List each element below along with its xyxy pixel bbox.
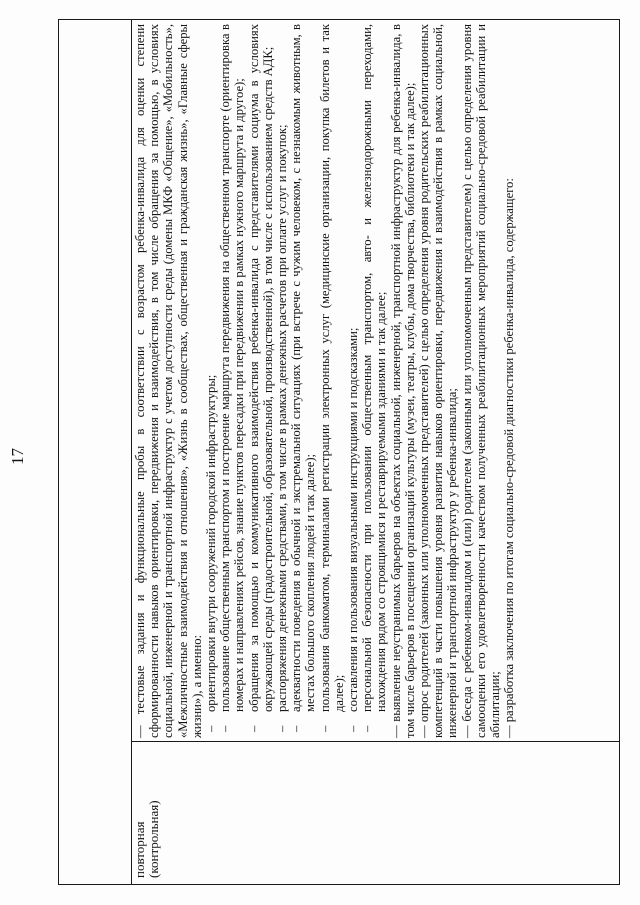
document-table [58, 19, 620, 885]
list-item: – обращения за помощью и коммуникативного взаимодействия ребенка-инвалида с представителями социума в условиях окружающей среды (градостроительной, образовательной, производственной), в том числе с использованием средств АДК; [246, 24, 275, 732]
list-item: – ориентировки внутри сооружений городской инфраструктуры; [204, 374, 219, 732]
list-item: – адекватности поведения в обычной и экстремальной ситуациях (при встрече с чужим человеком, с незнакомым животным, в местах большого скопления людей и так далее); [289, 24, 318, 732]
list-item: – персональной безопасности при пользовании общественным транспортом, авто- и железнодорожными переходами, нахождения рядом со строящимися и реставрируемыми зданиями и так далее; [360, 24, 389, 732]
conversation-paragraph: — беседа с ребенком-инвалидом и (или) родителем (законным или уполномоченным представителем) с целью определения уровня самооценки его удовлетворенности качеством полученных реабилитационных мероприятий социально-средовой реабилитации и абилитации; [459, 24, 503, 738]
list-item: – распоряжения денежными средствами, в том числе в рамках денежных расчетов при оплате услуг и покупок; [275, 124, 290, 732]
intro-paragraph: — тестовые задания и функциональные пробы в соответствии с возрастом ребенка-инвалида для оценки степени сформированности навыков ориентировки, передвижения и взаимодействия, в том числе обращения за помощью, в условиях социальной, инженерной и транспортной инфраструктур с учетом доступности среды (домены МКФ «Общение», «Мобильность», «Межличностные взаимодействия и отношения», «Жизнь в сообществах, общественная и гражданская жизнь», «Главные сферы жизни»), а именно: [133, 24, 204, 738]
barriers-paragraph: — выявление неустранимых барьеров на объектах социальной, инженерной, транспортной инфраструктур для ребенка-инвалида, в том числе барьеров в посещении организаций культуры (музеи, театры, клубы, дома творчества, библиотеки и так далее); [388, 24, 417, 738]
conclusion-paragraph: — разработка заключения по итогам социально-средовой диагностики ребенка-инвалида, содержащего: [502, 178, 517, 738]
diagnostic-type-cell: повторная (контрольная) [132, 800, 161, 878]
diagnostic-content-cell [133, 24, 619, 738]
page-number: 17 [8, 448, 27, 465]
column-divider [131, 741, 619, 742]
parents-survey-paragraph: — опрос родителей (законных или уполномоченных представителей) с целью определения уровня родительских реабилитационных компетенций в части повышения уровня развития навыков ориентировки, передвижения и взаимодействия в рамках социальной, инженерной и транспортной инфраструктур у ребенка-инвалида; [417, 24, 460, 738]
list-item: – пользование общественным транспортом и построение маршрута передвижения на общественном транспорте (ориентировка в номерах и направлениях рейсов, знание пунктов пересадки при передвижении в рамках нужного маршрута и другое); [218, 24, 247, 732]
list-item: – составления и пользования визуальными инструкциями и подсказками; [346, 327, 361, 732]
list-item: – пользования банкоматом, терминалами регистрации электронных услуг (медицинские организации, покупка билетов и так далее); [317, 24, 346, 732]
table-row-previous [59, 20, 132, 884]
skills-list [204, 24, 389, 738]
